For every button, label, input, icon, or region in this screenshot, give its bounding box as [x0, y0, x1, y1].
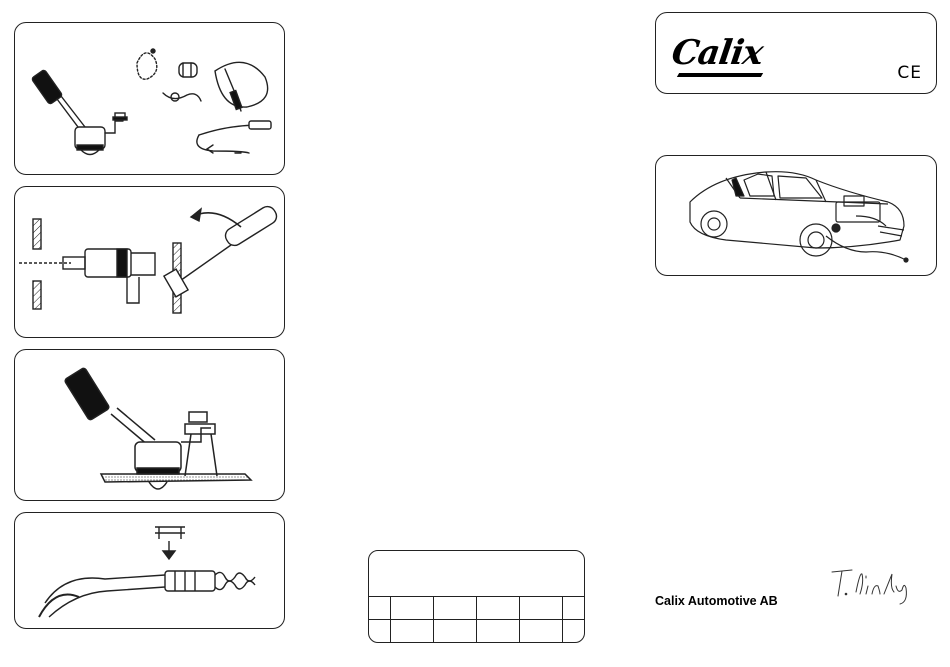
ce-mark: CE	[897, 63, 922, 83]
table-cell	[477, 620, 520, 643]
illustration-panel-kit-parts	[14, 22, 285, 175]
company-name: Calix Automotive AB	[655, 594, 778, 608]
car-illustration-panel	[655, 155, 937, 276]
table-cell	[563, 597, 585, 620]
table-cell	[369, 620, 391, 643]
empty-grid	[369, 596, 584, 642]
mounting-illustration	[15, 350, 286, 502]
calix-logo: Calix	[669, 33, 766, 73]
illustration-panel-drilling	[14, 186, 285, 338]
table-cell	[520, 620, 563, 643]
table-cell	[520, 597, 563, 620]
drilling-illustration	[15, 187, 286, 339]
table-row	[369, 620, 584, 643]
kit-parts-illustration	[15, 23, 286, 176]
table-cell	[434, 620, 477, 643]
table-cell	[391, 597, 434, 620]
car-illustration	[656, 156, 938, 277]
table-cell	[477, 597, 520, 620]
table-cell	[391, 620, 434, 643]
table-row	[369, 597, 584, 620]
table-cell	[434, 597, 477, 620]
illustration-panel-mounting	[14, 349, 285, 501]
table-cell	[369, 597, 391, 620]
cable-connection-illustration	[15, 513, 286, 630]
table-box	[368, 550, 585, 643]
signature-image	[830, 562, 920, 608]
logo-underline	[677, 73, 763, 77]
logo-panel	[655, 12, 937, 94]
illustration-panel-cable-connection	[14, 512, 285, 629]
table-cell	[563, 620, 585, 643]
